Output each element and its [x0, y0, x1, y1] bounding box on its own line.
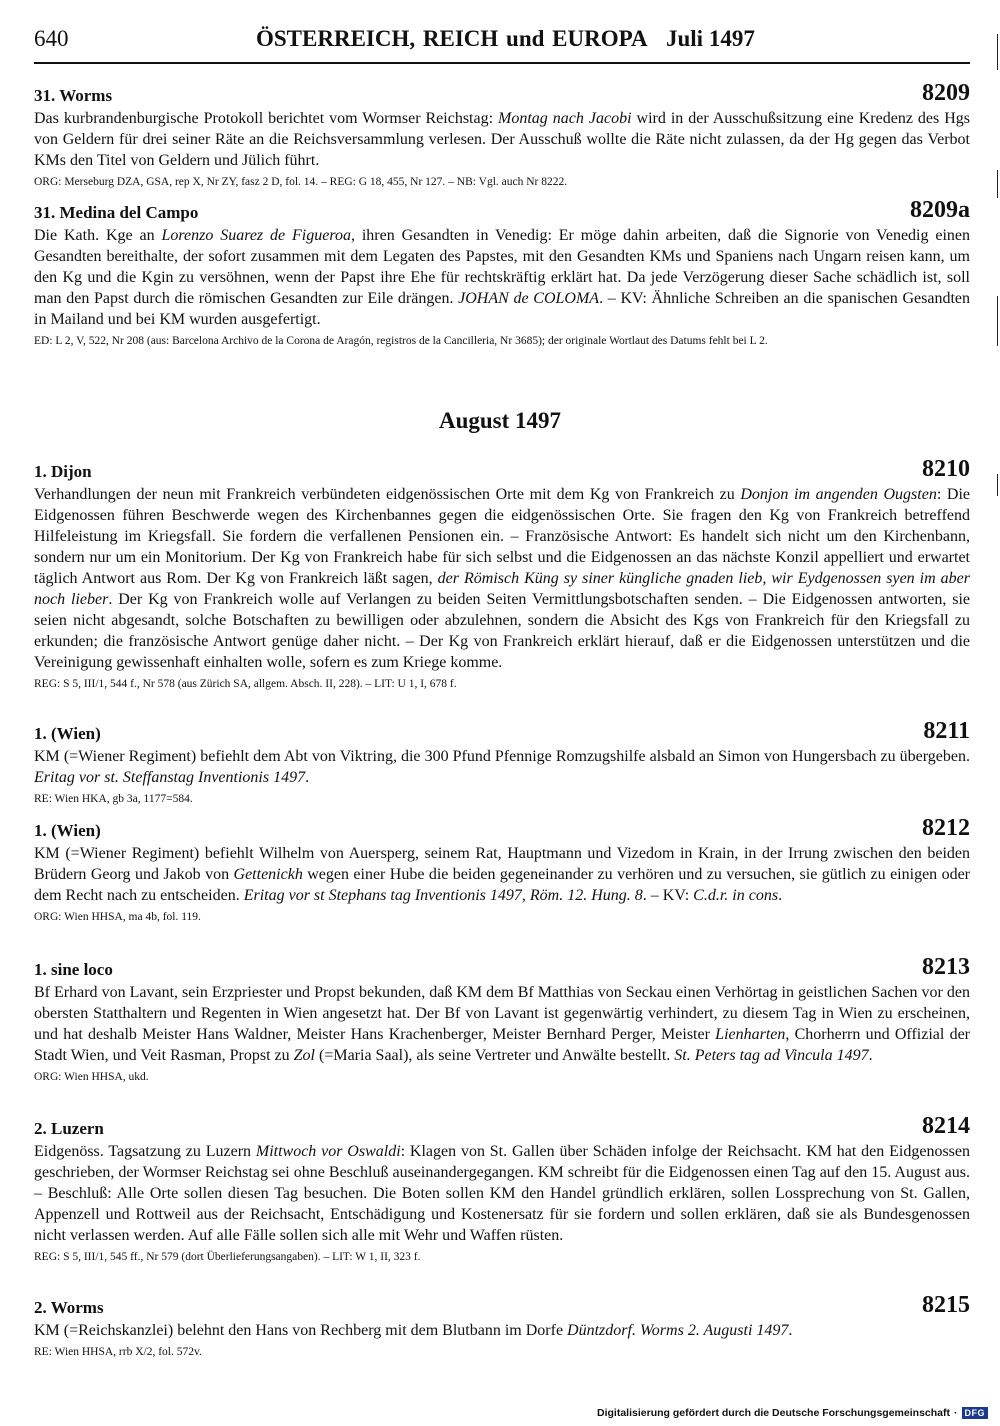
entry-text: KM (=Reichskanzlei) belehnt den Hans von Rechberg mit dem Blutbann im Dorfe Düntzdorf. Worms 2. Augusti 1497. — [34, 1322, 793, 1339]
entry-text: KM (=Wiener Regiment) befiehlt Wilhelm von Auersperg, seinem Rat, Hauptmann und Vizedom in Krain, in der Irrung zwischen den beiden Brüdern Georg und Jakob von Gettenickh wegen einer Hube die beiden gegeneinander zu verhören und zu versuchen, sie gütlich zu einigen oder dem Recht nach zu entscheiden. Eritag vor st Stephans tag Inventionis 1497, Röm. 12. Hung. 8. – KV: C.d.r. in cons. — [34, 845, 971, 904]
entry-source: ORG: Merseburg DZA, GSA, rep X, Nr ZY, fasz 2 D, fol. 14. – REG: G 18, 455, Nr 127. – NB: Vgl. auch Nr 8222. — [34, 176, 568, 188]
entry-place: 1. (Wien) — [34, 724, 101, 743]
digitization-footer: Digitalisierung gefördert durch die Deutsche Forschungsgemeinschaft · DFG — [597, 1407, 988, 1419]
entry-source: REG: S 5, III/1, 545 ff., Nr 579 (dort Überlieferungsangaben). – LIT: W 1, II, 323 f. — [34, 1251, 421, 1263]
entry-text: KM (=Wiener Regiment) befiehlt dem Abt von Viktring, die 300 Pfund Pfennige Romzugshilfe alsbald an Simon von Hungersbach zu übergeben. Eritag vor st. Steffanstag Inventionis 1497. — [34, 748, 970, 786]
section-title: August 1497 — [438, 408, 562, 433]
running-date: Juli 1497 — [666, 26, 755, 51]
entry-place: 2. Worms — [34, 1298, 104, 1317]
entry-place: 31. Worms — [34, 86, 113, 105]
entry-number: 8209a — [910, 197, 970, 223]
entry-number: 8215 — [922, 1292, 970, 1318]
footer-text: Digitalisierung gefördert durch die Deutsche Forschungsgemeinschaft — [597, 1407, 950, 1419]
entry-number: 8214 — [922, 1113, 970, 1139]
entry-source: REG: S 5, III/1, 544 f., Nr 578 (aus Zürich SA, allgem. Absch. II, 228). – LIT: U 1, I, 678 f. — [34, 678, 457, 690]
regest-entry-8214 — [34, 1113, 970, 1264]
entry-source: ED: L 2, V, 522, Nr 208 (aus: Barcelona Archivo de la Corona de Aragón, registros de la Cancilleria, Nr 3685); der originale Wortlaut des Datums fehlt bei L 2. — [34, 335, 768, 347]
entry-text: Die Kath. Kge an Lorenzo Suarez de Figueroa, ihren Gesandten in Venedig: Er möge dahin arbeiten, daß die Signorie von Venedig einen Gesandten bereithalte, der sofort zusammen mit dem Legaten des Papstes, mit den Gesandten KMs und Spaniens nach Ungarn reisen kann, um den Kg und die Kgin zu versöhnen, wenn der Papst ihre Ehe für rechtskräftig erklärt hat. Da jede Verzögerung dieser Sache schädlich ist, soll man den Papst durch die römischen Gesandten zur Eile drängen. JOHAN de COLOMA. – KV: Ähnliche Schreiben an die spanischen Gesandten in Mailand und bei KM wurden ausgefertigt. — [34, 227, 971, 328]
scan-margin-mark — [997, 296, 998, 346]
scan-margin-mark — [997, 34, 998, 70]
entry-text: Bf Erhard von Lavant, sein Erzpriester und Propst bekunden, daß KM dem Bf Matthias von Seckau einen Verhörtag in geistlichen Sachen vor den obersten Statthaltern und Regenten in Wien angesetzt hat. Der Bf von Lavant ist gegenwärtig verhindert, zu diesem Tag in Wien zu erscheinen, und hat deshalb Meister Hans Waldner, Meister Hans Krachenberger, Meister Bernhard Perger, Meister Lienharten, Chorherrn und Offizial der Stadt Wien, und Veit Rasman, Propst zu Zol (=Maria Saal), als seine Vertreter und Anwälte bestellt. St. Peters tag ad Vincula 1497. — [34, 984, 971, 1064]
scan-margin-mark — [997, 474, 998, 496]
page-header — [34, 26, 970, 64]
regest-entry-8213 — [34, 954, 971, 1084]
regest-entry-8211 — [34, 718, 970, 806]
entry-place: 31. Medina del Campo — [34, 203, 199, 222]
entry-number: 8209 — [922, 80, 970, 106]
entry-source: ORG: Wien HHSA, ma 4b, fol. 119. — [34, 911, 201, 923]
running-title: ÖSTERREICH, REICH und EUROPA — [256, 26, 648, 51]
entry-text: Eidgenöss. Tagsatzung zu Luzern Mittwoch vor Oswaldi: Klagen von St. Gallen über Schäden infolge der Reichsacht. KM hat den Eidgenossen geschrieben, der Wormser Reichstag sei ohne Beschluß auseinandergegangen. KM schreibt für die Eidgenossen einen Tag auf den 15. August aus. – Beschluß: Alle Orte sollen diesen Tag besuchen. Die Boten sollen KM den Handel gründlich erklären, sollen Lossprechung von St. Gallen, Appenzell und Rottweil aus der Reichsacht, Entschädigung und Kostenersatz für sie fordern und sollen erklären, daß sie als Bundesgenossen nicht verlassen werden. Auf alle Fälle sollen sich alle mit Wehr und Waffen rüsten. — [34, 1143, 970, 1244]
entry-place: 1. sine loco — [34, 960, 113, 979]
regest-entry-8209 — [34, 80, 970, 189]
entry-place: 1. Dijon — [34, 462, 92, 481]
entry-place: 2. Luzern — [34, 1119, 104, 1138]
dfg-logo: DFG — [962, 1407, 989, 1419]
entry-text: Das kurbrandenburgische Protokoll berichtet vom Wormser Reichstag: Montag nach Jacobi wird in der Ausschußsitzung eine Kredenz des Hgs von Geldern für drei seiner Räte an die Reichsversammlung verlesen. Der Ausschuß wollte die Räte nicht zulassen, da der Hg gegen das Verbot KMs den Titel von Geldern und Jülich führt. — [34, 110, 970, 169]
entry-number: 8213 — [922, 954, 970, 980]
entry-place: 1. (Wien) — [34, 821, 101, 840]
entry-source: RE: Wien HKA, gb 3a, 1177=584. — [34, 793, 193, 805]
regest-entry-8215 — [34, 1292, 970, 1359]
scan-margin-mark — [997, 170, 998, 198]
page-number: 640 — [34, 26, 69, 51]
entry-source: RE: Wien HHSA, rrb X/2, fol. 572v. — [34, 1346, 202, 1358]
regest-entry-8209a — [34, 197, 971, 348]
regest-entry-8212 — [34, 815, 971, 924]
entry-source: ORG: Wien HHSA, ukd. — [34, 1071, 149, 1083]
entry-number: 8212 — [922, 815, 970, 841]
entry-text: Verhandlungen der neun mit Frankreich verbündeten eidgenössischen Orte mit dem Kg von Frankreich zu Donjon im angenden Ougsten: Die Eidgenossen führen Beschwerde wegen des Kirchenbannes gegen die eidgenössischen Orte. Sie fragen den Kg von Frankreich betreffend Hilfeleistung im Kriegsfall. Sie fordern die verfallenen Pensionen ein. – Französische Antwort: Es handelt sich nicht um den Kirchenbann, sondern nur um ein Monitorium. Der Kg von Frankreich habe für sich selbst und die Eidgenossen an das nächste Konzil appelliert und erwartet täglich Antwort aus Rom. Der Kg von Frankreich läßt sagen, der Römisch Küng sy siner küngliche gnaden lieb, wir Eydgenossen syen im aber noch lieber. Der Kg von Frankreich wolle auf Verlangen zu beiden Seiten Vermittlungsbotschaften senden. – Die Eidgenossen antworten, sie seien nicht abgesandt, solche Botschaften zu bewilligen oder abzulehnen, sondern die Absicht des Kgs von Frankreich für den Kriegsfall zu erkunden; die französische Antwort genüge daher nicht. – Der Kg von Frankreich erklärt hierauf, daß er die Eidgenossen unterstützen und die Vereinigung gewissenhaft einhalten wolle, sofern es zum Kriege komme. — [34, 486, 971, 671]
regest-entry-8210 — [34, 456, 971, 691]
entry-number: 8210 — [922, 456, 970, 482]
entry-number: 8211 — [923, 718, 970, 744]
